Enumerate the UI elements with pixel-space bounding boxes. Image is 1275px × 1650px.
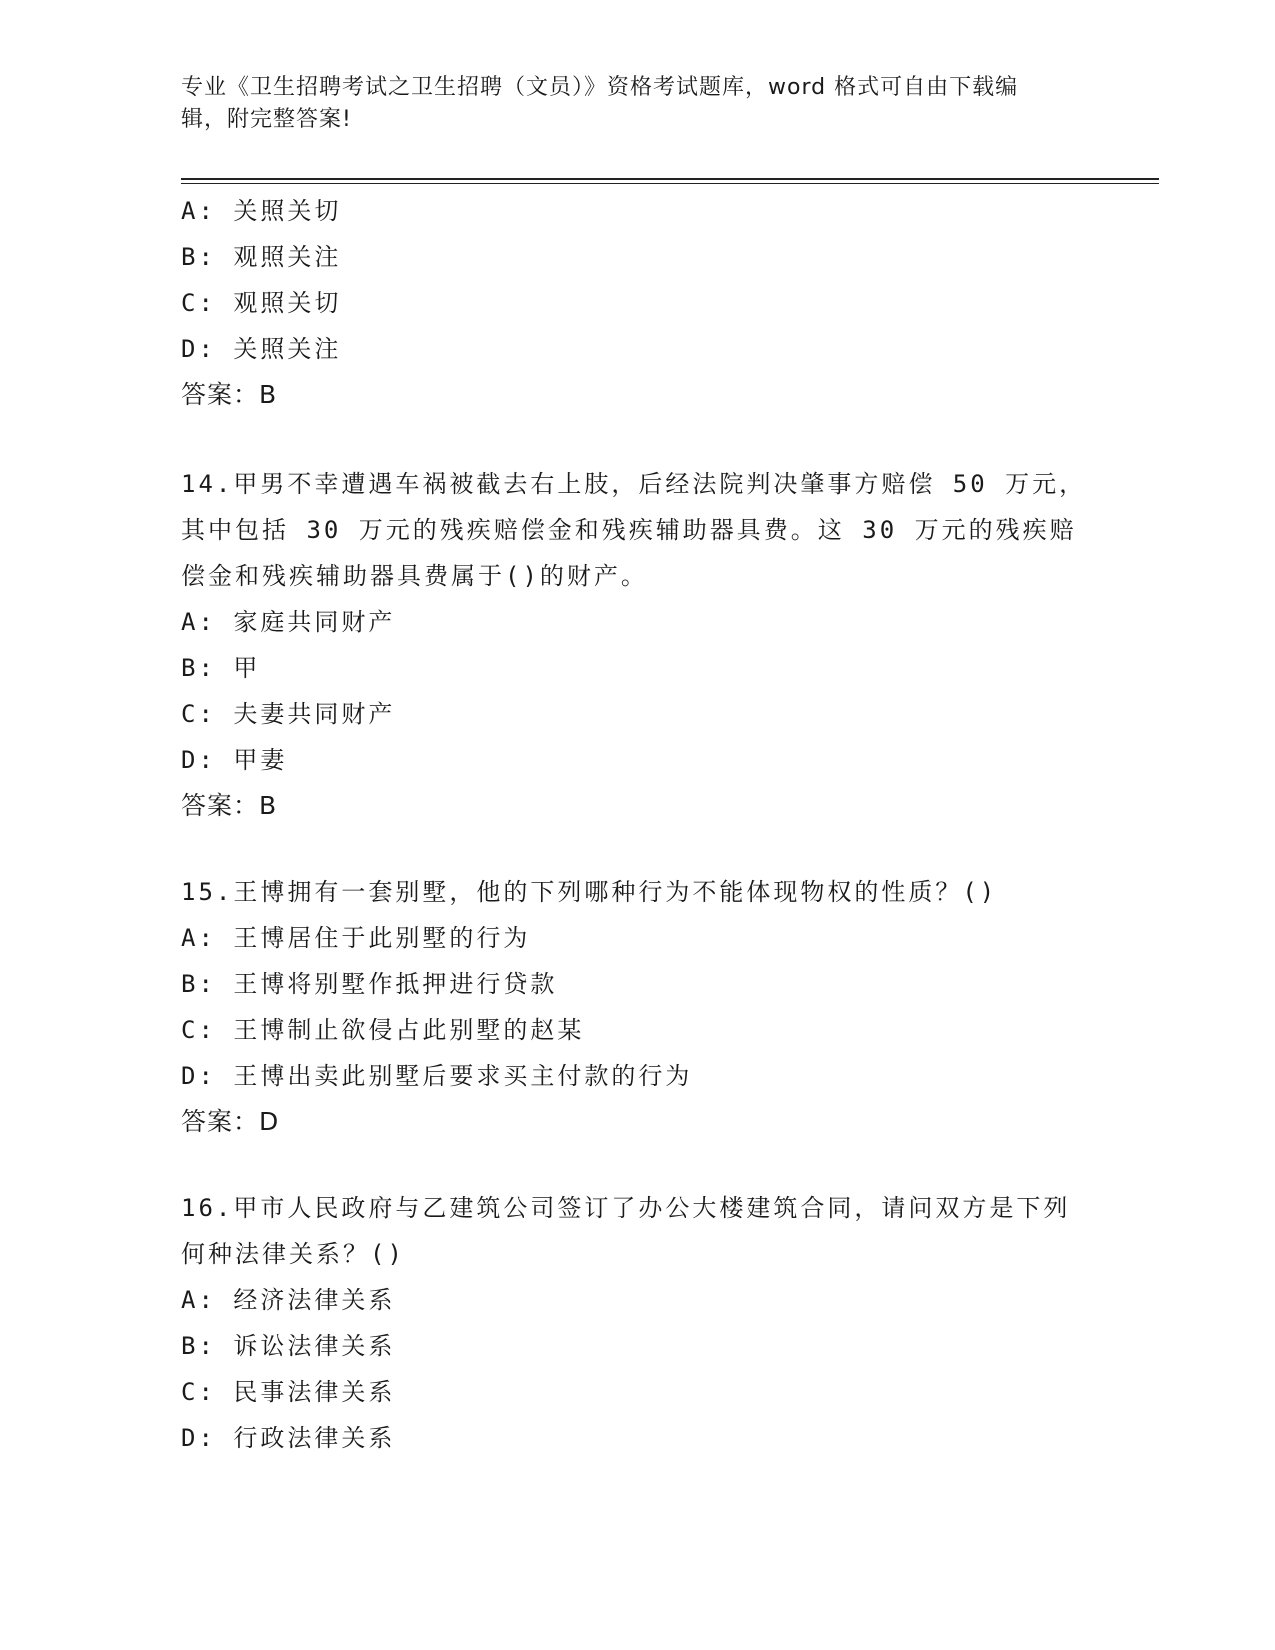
- option-d: D: 甲妻: [181, 746, 288, 774]
- option-b: B: 观照关注: [181, 243, 342, 271]
- question-14-block: [181, 461, 1161, 829]
- option-c: C: 观照关切: [181, 289, 342, 317]
- answer-line: 答案：D: [181, 1107, 280, 1136]
- option-b: B: 诉讼法律关系: [181, 1332, 396, 1360]
- question-stem: 15.王博拥有一套别墅，他的下列哪种行为不能体现物权的性质？(): [181, 878, 998, 906]
- question-15-block: [181, 869, 1161, 1145]
- answer-line: 答案：B: [181, 791, 278, 820]
- question-13-block: [181, 188, 1161, 418]
- question-16-block: [181, 1185, 1161, 1461]
- answer-line: 答案：B: [181, 380, 278, 409]
- option-c: C: 王博制止欲侵占此别墅的赵某: [181, 1016, 585, 1044]
- question-stem: 14.甲男不幸遭遇车祸被截去右上肢，后经法院判决肇事方赔偿 50 万元，其中包括 30 万元的残疾赔偿金和残疾辅助器具费。这 30 万元的残疾赔偿金和残疾辅助器具费属于()的财产。: [181, 470, 1087, 590]
- question-stem: 16.甲市人民政府与乙建筑公司签订了办公大楼建筑合同，请问双方是下列何种法律关系？(): [181, 1194, 1071, 1268]
- option-a: A: 关照关切: [181, 197, 342, 225]
- question-list: [181, 190, 1161, 1461]
- option-c: C: 夫妻共同财产: [181, 700, 396, 728]
- option-b: B: 甲: [181, 654, 261, 682]
- option-a: A: 经济法律关系: [181, 1286, 396, 1314]
- option-b: B: 王博将别墅作抵押进行贷款: [181, 970, 558, 998]
- document-header: 专业《卫生招聘考试之卫生招聘（文员）》资格考试题库，word 格式可自由下载编辑，附完整答案!: [181, 75, 1019, 132]
- option-c: C: 民事法律关系: [181, 1378, 396, 1406]
- option-d: D: 行政法律关系: [181, 1424, 396, 1452]
- option-a: A: 王博居住于此别墅的行为: [181, 924, 531, 952]
- header-divider: [181, 178, 1159, 184]
- option-a: A: 家庭共同财产: [181, 608, 396, 636]
- option-d: D: 关照关注: [181, 335, 342, 363]
- option-d: D: 王博出卖此别墅后要求买主付款的行为: [181, 1062, 693, 1090]
